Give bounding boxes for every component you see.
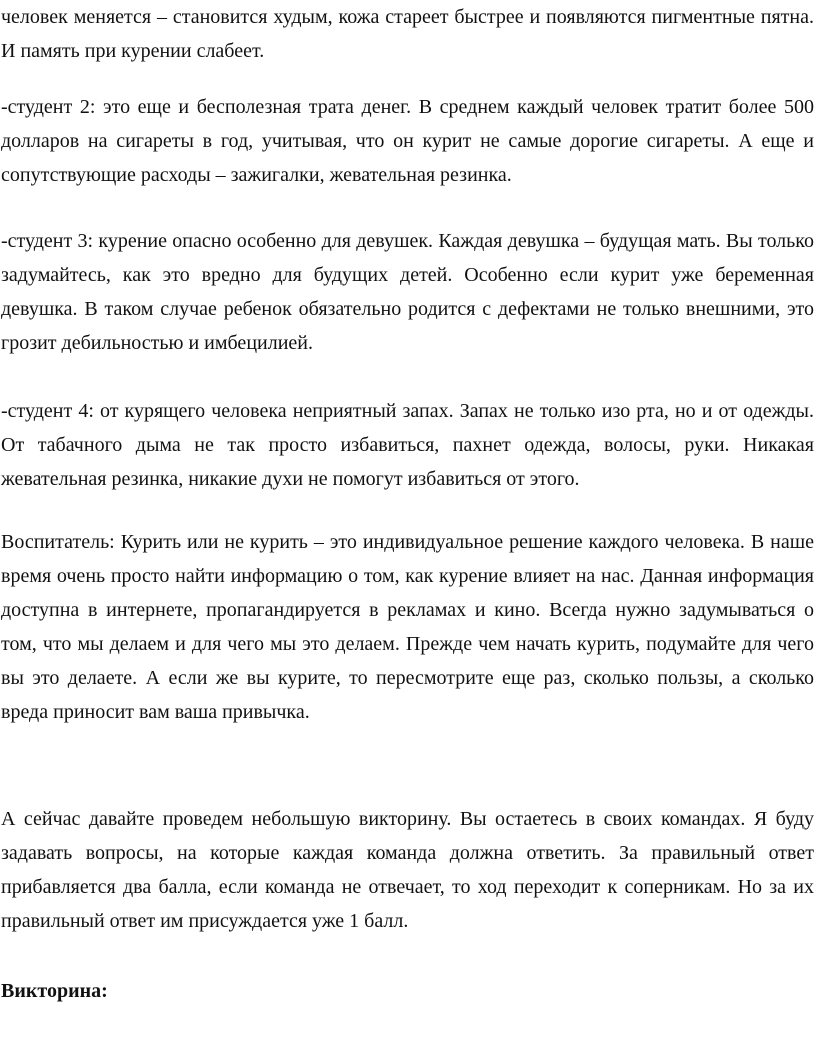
paragraph-student-3: -студент 3: курение опасно особенно для девушек. Каждая девушка – будущая мать. Вы только задумайтесь, как это вредно для будущих детей. Особенно если курит уже беременная девушка. В таком случае ребенок обязательно родится с дефектами не только внешними, это грозит дебильностью и имбецилией. [1, 230, 814, 354]
paragraph-intro-continuation: человек меняется – становится худым, кожа стареет быстрее и появляются пигментные пятна. И память при курении слабеет. [1, 6, 814, 62]
quiz-heading: Викторина: [1, 980, 108, 1002]
paragraph-student-2: -студент 2: это еще и бесполезная трата денег. В среднем каждый человек тратит более 500 долларов на сигареты в год, учитывая, что он курит не самые дорогие сигареты. А еще и сопутствующие расходы – зажигалки, жевательная резинка. [1, 96, 814, 186]
paragraph-student-4: -студент 4: от курящего человека неприятный запах. Запах не только изо рта, но и от одежды. От табачного дыма не так просто избавиться, пахнет одежда, волосы, руки. Никакая жевательная резинка, никакие духи не помогут избавиться от этого. [1, 400, 814, 490]
paragraph-educator: Воспитатель: Курить или не курить – это индивидуальное решение каждого человека. В наше время очень просто найти информацию о том, как курение влияет на нас. Данная информация доступна в интернете, пропагандируется в рекламах и кино. Всегда нужно задумываться о том, что мы делаем и для чего мы это делаем. Прежде чем начать курить, подумайте для чего вы это делаете. А если же вы курите, то пересмотрите еще раз, сколько пользы, а сколько вреда приносит вам ваша привычка. [1, 531, 814, 723]
paragraph-quiz-intro: А сейчас давайте проведем небольшую викторину. Вы остаетесь в своих командах. Я буду задавать вопросы, на которые каждая команда должна ответить. За правильный ответ прибавляется два балла, если команда не отвечает, то ход переходит к соперникам. Но за их правильный ответ им присуждается уже 1 балл. [1, 808, 814, 932]
